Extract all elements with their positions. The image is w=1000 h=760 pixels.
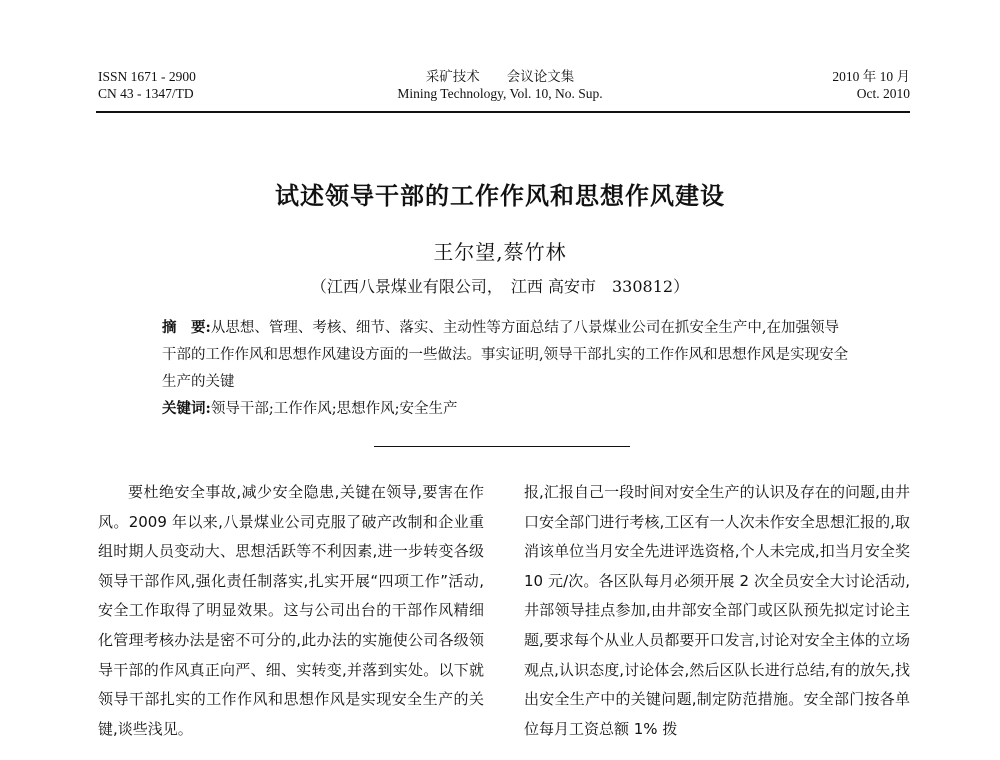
header-right: [832, 68, 910, 102]
header-left: [98, 68, 196, 102]
date-en: Oct. 2010: [856, 86, 910, 101]
journal-name-cn: 采矿技术 会议论文集: [425, 69, 575, 84]
header-rule: [96, 111, 910, 113]
article-title: 试述领导干部的工作作风和思想作风建设: [275, 181, 725, 210]
author-affiliation: （江西八景煤业有限公司， 江西 高安市 330812）: [310, 277, 690, 296]
abstract-label: 摘 要:: [162, 319, 211, 336]
keywords-text: 领导干部;工作作风;思想作风;安全生产: [210, 401, 458, 417]
article-authors: 王尔望,蔡竹林: [433, 240, 567, 264]
keywords-label: 关键词:: [162, 400, 211, 417]
body-right-column: 报,汇报自己一段时间对安全生产的认识及存在的问题,由井口安全部门进行考核,工区有一人次未作安全思想汇报的,取消该单位当月安全先进评选资格,个人未完成,扣当月安全奖 10 元/次。各区队每月必须开展 2 次全员安全大讨论活动,井部领导挂点参加,由井部安全部门或区队预先拟定讨论主题,要求每个从业人员都要开口发言,讨论对安全主体的立场观点,认识态度,讨论体会,然后区队长进行总结,有的放矢,找出安全生产中的关键问题,制定防范措施。安全部门按各单位每月工资总额 1% 拨: [524, 483, 910, 738]
section-divider: [374, 446, 630, 447]
body-left-column: 要杜绝安全事故,减少安全隐患,关键在领导,要害在作风。2009 年以来,八景煤业公司克服了破产改制和企业重组时期人员变动大、思想活跃等不利因素,进一步转变各级领导干部作风,强化责任制落实,扎实开展“四项工作”活动,安全工作取得了明显效果。这与公司出台的干部作风精细化管理考核办法是密不可分的,此办法的实施使公司各级领导干部的作风真正向严、细、实转变,并落到实处。以下就领导干部扎实的工作作风和思想作风是实现安全生产的关键,谈些浅见。: [98, 483, 484, 738]
date-cn: 2010 年 10 月: [832, 69, 910, 84]
header-center: [340, 68, 660, 102]
issn: ISSN 1671 - 2900: [98, 69, 196, 84]
keywords: [162, 395, 852, 423]
abstract: [162, 314, 852, 396]
abstract-text: 从思想、管理、考核、细节、落实、主动性等方面总结了八景煤业公司在抓安全生产中,在加强领导干部的工作作风和思想作风建设方面的一些做法。事实证明,领导干部扎实的工作作风和思想作风是实现安全生产的关键: [162, 320, 849, 390]
cn-number: CN 43 - 1347/TD: [98, 86, 194, 101]
journal-name-en: Mining Technology, Vol. 10, No. Sup.: [397, 86, 603, 101]
